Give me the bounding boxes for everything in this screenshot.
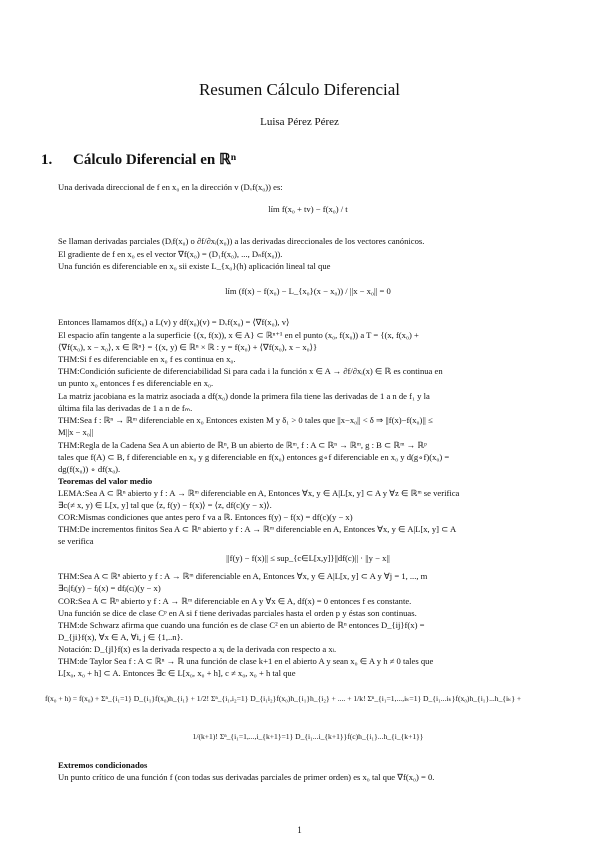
theorem-line: THM:Sea f : ℝⁿ → ℝᵐ diferenciable en x₀ Entonces existen M y δ₁ > 0 tales que ||x−x₀|| < δ ⇒ ||f(x)−f(x₀)|| ≤ [58, 415, 433, 425]
theorem-line: THM:Condición suficiente de diferenciabilidad Si para cada i la función x ∈ A → ∂f/∂xᵢ(x) ∈ ℝ es continua en [58, 366, 443, 376]
equation-taylor-remainder: 1/(k+1)! Σⁿ_{i₁=1,...,i_{k+1}=1} D_{i₁...i_{k+1}}f(c)h_{i₁}...h_{i_{k+1}} [192, 732, 424, 741]
section-number: 1. [41, 152, 53, 168]
paragraph-line: L[x₀, x₀ + h] ⊂ A. Entonces ∃c ∈ L[x₀, x₀ + h], c ≠ x₀, x₀ + h tal que [58, 668, 296, 678]
equation-finite-increments: ||f(y) − f(x)|| ≤ sup_{c∈L[x,y]}||df(c)|| · ||y − x|| [226, 553, 390, 563]
equation-differentiability: lím (f(x) − f(x₀) − L_{x₀}(x − x₀)) / ||x − x₀|| = 0 [225, 286, 391, 296]
equation-taylor: f(x₀ + h) = f(x₀) + Σⁿ_{i₁=1} D_{i₁}f(x₀)h_{i₁} + 1/2! Σⁿ_{i₁,i₂=1} D_{i₁i₂}f(x₀)h_{i₁}h_{i₂} + .... + 1/k! Σⁿ_{i₁=1,...,iₖ=1} D_{i₁...iₖ}f(x₀)h_{i₁}...h_{iₖ} + [45, 694, 522, 703]
paragraph-line: Entonces llamamos df(x₀) a L(v) y df(x₀)(v) = Dᵥf(x₀) = ⟨∇f(x₀), v⟩ [58, 317, 290, 327]
paragraph-line: Una función es diferenciable en x₀ sii existe L_{x₀}(h) aplicación lineal tal que [58, 261, 331, 271]
paragraph-line: M||x − x₀|| [58, 427, 94, 437]
paragraph-line: ∃c(≠ x, y) ∈ L[x, y] tal que ⟨z, f(y) − f(x)⟩ = ⟨z, df(c)(y − x)⟩. [58, 500, 272, 510]
section-title: Cálculo Diferencial en ℝⁿ [73, 152, 237, 168]
theorem-line: THM:Regla de la Cadena Sea A un abierto de ℝⁿ, B un abierto de ℝᵐ, f : A ⊂ ℝⁿ → ℝᵐ, g : B ⊂ ℝᵐ → ℝᵖ [58, 440, 427, 450]
paragraph-line: La matriz jacobiana es la matriz asociada a df(x₀) donde la primera fila tiene las derivadas de 1 a n de f₁ y la [58, 391, 430, 401]
paragraph-line: Notación: D_{jl}f(x) es la derivada respecto a xⱼ de la derivada con respecto a xₗ. [58, 644, 337, 654]
theorem-line: THM:Sea A ⊂ ℝⁿ abierto y f : A → ℝᵐ diferenciable en A, Entonces ∀x, y ∈ A|L[x, y] ⊂ A y ∀j = 1, ..., m [58, 571, 428, 581]
document-title: Resumen Cálculo Diferencial [198, 80, 401, 99]
theorem-line: THM:Si f es diferenciable en x₀ f es continua en x₀. [58, 354, 236, 364]
section-heading [41, 150, 236, 169]
paragraph-line: última fila las derivadas de 1 a n de fₘ. [58, 403, 193, 413]
paragraph-line: Un punto crítico de una función f (con todas sus derivadas parciales de primer orden) es x₀ tal que ∇f(x₀) = 0. [58, 772, 435, 782]
paragraph-line: Una función se dice de clase Cᵖ en A si f tiene derivadas parciales hasta el orden p y éstas son continuas. [58, 608, 417, 618]
paragraph-line: ⟨∇f(x₀), x − x₀⟩, x ∈ ℝⁿ} = {(x, y) ∈ ℝⁿ × ℝ : y = f(x₀) + ⟨∇f(x₀), x − x₀⟩} [58, 342, 318, 352]
theorem-line: THM:De incrementos finitos Sea A ⊂ ℝⁿ abierto y f : A → ℝᵐ diferenciable en A, Entonces ∀x, y ∈ A|L[x, y] ⊂ A [58, 524, 457, 534]
theorem-line: THM:de Taylor Sea f : A ⊂ ℝⁿ → ℝ una función de clase k+1 en el abierto A y sean x₀ ∈ A y h ≠ 0 tales que [58, 656, 434, 666]
paragraph-line: tales que f(A) ⊂ B, f diferenciable en x₀ y g diferenciable en f(x₀) entonces g∘f diferenciable en x₀ y d(g∘f)(x₀) = [58, 452, 450, 462]
paragraph-line: Se llaman derivadas parciales (Dᵢf(x₀) o ∂f/∂xᵢ(x₀)) a las derivadas direccionales de los vectores canónicos. [58, 236, 425, 246]
paragraph-line: El espacio afín tangente a la superficie {(x, f(x)), x ∈ A} ⊂ ℝⁿ⁺¹ en el punto (x₀, f(x₀)) a T = {(x, f(x₀) + [58, 330, 419, 340]
subsection-heading: Teoremas del valor medio [58, 476, 153, 486]
paragraph-line: un punto x₀ entonces f es diferenciable en x₀. [58, 378, 214, 388]
theorem-line: THM:de Schwarz afirma que cuando una función es de clase C² en un abierto de ℝⁿ entonces D_{ij}f(x) = [58, 620, 425, 630]
paragraph-line: dg(f(x₀)) ∘ df(x₀). [58, 464, 121, 474]
corollary-line: COR:Mismas condiciones que antes pero f va a ℝ. Entonces f(y) − f(x) = df(c)(y − x) [58, 512, 353, 522]
lemma-line: LEMA:Sea A ⊂ ℝⁿ abierto y f : A → ℝᵐ diferenciable en A, Entonces ∀x, y ∈ A|L[x, y] ⊂ A y ∀z ∈ ℝᵐ se verifica [58, 488, 460, 498]
paragraph-line: El gradiente de f en x₀ es el vector ∇f(x₀) = (D₁f(x₀), ..., Dₙf(x₀)). [58, 249, 283, 259]
equation-directional-derivative: lím f(x₀ + tv) − f(x₀) / t [268, 204, 348, 214]
page-number: 1 [297, 825, 302, 835]
paragraph-line: ∃cⱼ|fⱼ(y) − fⱼ(x) = dfⱼ(cⱼ)(y − x) [58, 583, 161, 593]
paragraph-line: se verifica [58, 536, 94, 546]
document-author: Luisa Pérez Pérez [260, 116, 339, 128]
subsection-heading: Extremos condicionados [58, 760, 148, 770]
paragraph-line: Una derivada direccional de f en x₀ en la dirección v (Dᵥf(x₀)) es: [58, 182, 283, 192]
corollary-line: COR:Sea A ⊂ ℝⁿ abierto y f : A → ℝᵐ diferenciable en A y ∀x ∈ A, df(x) = 0 entonces f es constante. [58, 596, 412, 606]
paragraph-line: D_{ji}f(x), ∀x ∈ A, ∀i, j ∈ {1,..n}. [58, 632, 183, 642]
